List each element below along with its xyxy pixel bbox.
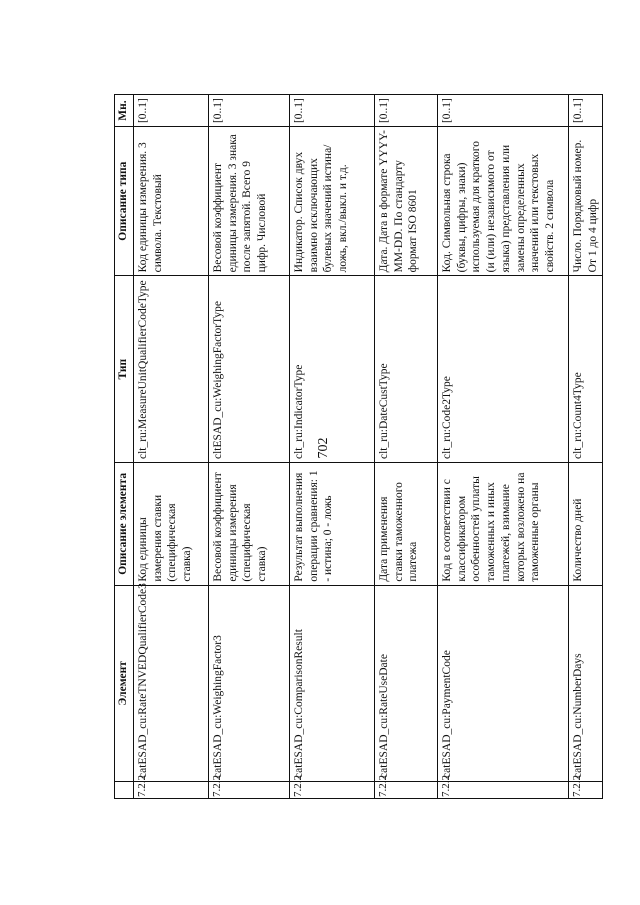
type-description: Код. Символьная строка (буквы, цифры, знаки) используемая для краткого (и (или) независимого от языка) представления или замены определенных значений или текстовых свойств. 2 символа [438,127,569,276]
table-row [569,95,603,799]
row-number: 7.2.2 [569,781,603,798]
type-name: clt_ru:Count4Type [569,276,603,463]
table-row [209,95,290,799]
header-num [115,781,134,798]
type-name: clt_ru:DateCustType [375,276,438,463]
row-number: 7.2.2 [209,781,290,798]
elements-table [114,94,603,799]
page-number: 702 [316,437,331,459]
element-name: catESAD_cu:RateUseDate [375,585,438,781]
header-mn: Мн. [115,95,134,127]
multiplicity: [0..1] [134,95,209,127]
header-type: Тип [115,276,134,463]
header-element-desc: Описание элемента [115,463,134,586]
row-number: 7.2.2 [290,781,375,798]
row-number: 7.2.2 [438,781,569,798]
type-description: Весовой коэффициент единицы измерения. 3 знака после запятой. Всего 9 цифр. Числовой [209,127,290,276]
table-row [438,95,569,799]
element-description: Дата применения ставки таможенного платежа [375,463,438,586]
element-name: catESAD_cu:NumberDays [569,585,603,781]
multiplicity: [0..1] [438,95,569,127]
element-description: Количество дней [569,463,603,586]
multiplicity: [0..1] [569,95,603,127]
multiplicity: [0..1] [375,95,438,127]
element-name: catESAD_cu:RateTNVEDQualifierCode3 [134,585,209,781]
table-container [114,94,599,799]
element-description: Весовой коэффициент единицы измерения (специфическая ставка) [209,463,290,586]
type-description: Код единицы измерения. 3 символа. Текстовый [134,127,209,276]
table-row [134,95,209,799]
header-element: Элемент [115,585,134,781]
multiplicity: [0..1] [290,95,375,127]
element-name: catESAD_cu:WeighingFactor3 [209,585,290,781]
table-row [375,95,438,799]
type-name: clt_ru:IndicatorType [290,276,375,463]
element-name: catESAD_cu:PaymentCode [438,585,569,781]
type-description: Индикатор. Список двух взаимно исключающих булевых значений истина/ложь, вкл./выкл. и т.д. [290,127,375,276]
type-description: Дата. Дата в формате YYYY-MM-DD. По стандарту формат ISO 8601 [375,127,438,276]
element-description: Код единицы измерения ставки (специфическая ставка) [134,463,209,586]
header-type-desc: Описание типа [115,127,134,276]
type-name: cltESAD_cu:WeighingFactorType [209,276,290,463]
type-description: Число. Порядковый номер. От 1 до 4 цифр [569,127,603,276]
type-name: clt_ru:Code2Type [438,276,569,463]
row-number: 7.2.2 [375,781,438,798]
type-name: clt_ru:MeasureUnitQualifierCodeType [134,276,209,463]
element-description: Результат выполнения операции сравнения: 1 - истина; 0 - ложь [290,463,375,586]
table-header-row [115,95,134,799]
table-row [290,95,375,799]
row-number: 7.2.2 [134,781,209,798]
element-description: Код в соответствии с классификатором особенностей уплаты таможенных и иных платежей, взимание которых возложено на таможенные органы [438,463,569,586]
multiplicity: [0..1] [209,95,290,127]
element-name: catESAD_cu:ComparisonResult [290,585,375,781]
